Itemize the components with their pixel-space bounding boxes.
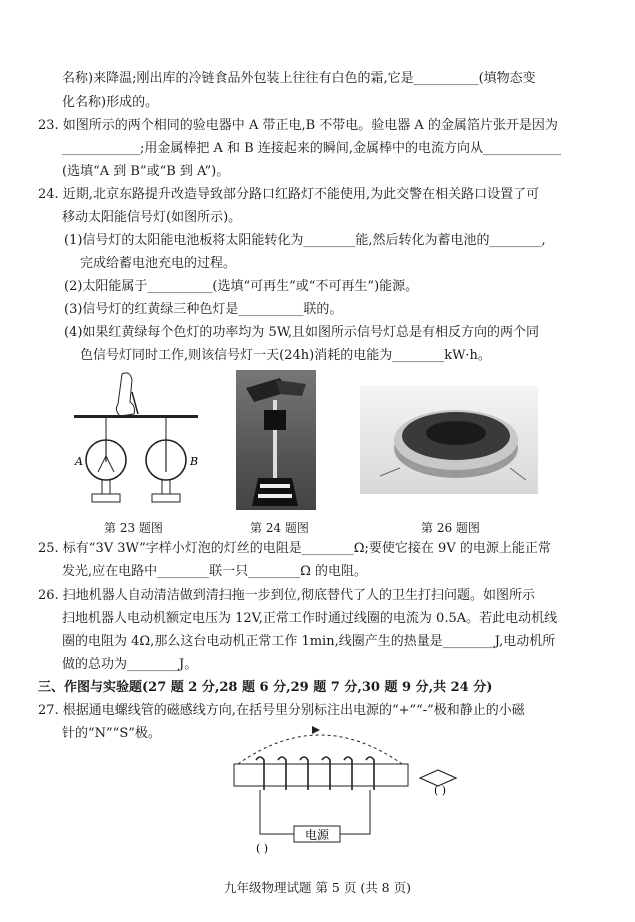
caption-fig24: 第 24 题图: [250, 521, 309, 535]
text-line: (选填“A 到 B”或“B 到 A”)。: [62, 164, 230, 179]
subquestion-1: (1)信号灯的太阳能电池板将太阳能转化为________能,然后转化为蓄电池的________,: [64, 233, 546, 248]
text-line: 针的“N”“S”极。: [62, 726, 161, 741]
subquestion-2: (2)太阳能属于__________(选填“可再生”或“不可再生”)能源。: [64, 279, 419, 294]
page-footer: 九年级物理试题 第 5 页 (共 8 页): [223, 880, 411, 895]
paren-bottom: ( ): [256, 842, 269, 855]
text-line: 色信号灯同时工作,则该信号灯一天(24h)消耗的电能为________kW·h。: [80, 348, 491, 363]
field-arrow: [312, 726, 320, 734]
text-line: 发光,应在电路中________联一只________Ω 的电阻。: [62, 564, 368, 579]
text-line: 化名称)形成的。: [62, 95, 159, 110]
label-a: A: [75, 455, 83, 468]
question-24: 24. 近期,北京东路提升改造导致部分路口红路灯不能使用,为此交警在相关路口设置了可: [38, 187, 540, 202]
question-23: 23. 如图所示的两个相同的验电器中 A 带正电,B 不带电。验电器 A 的金属箔片张开是因为: [38, 118, 558, 133]
power-source-label: 电源: [304, 828, 330, 842]
label-b: B: [190, 455, 199, 468]
question-27: 27. 根据通电螺线管的磁感线方向,在括号里分别标注出电源的“+”“-”极和静止的小磁: [38, 703, 525, 718]
caption-fig23: 第 23 题图: [104, 521, 163, 535]
paren-right: ( ): [434, 784, 447, 797]
text-line: 做的总功为________J。: [62, 657, 198, 672]
robot-vacuum-photo: [360, 386, 538, 494]
text-line: 名称)来降温;刚出库的冷链食品外包装上往往有白色的霜,它是__________(填物态变: [62, 71, 536, 86]
solenoid-circuit-figure: [220, 716, 490, 856]
traffic-light-photo: [236, 370, 316, 510]
text-line: ____________;用金属棒把 A 和 B 连接起来的瞬间,金属棒中的电流方向从____________: [62, 141, 561, 156]
caption-fig26: 第 26 题图: [421, 521, 480, 535]
subquestion-3: (3)信号灯的红黄绿三种色灯是__________联的。: [64, 302, 343, 317]
electroscope-figure: [66, 368, 206, 516]
text-line: 移动太阳能信号灯(如图所示)。: [62, 210, 242, 225]
section-heading: 三、作图与实验题(27 题 2 分,28 题 6 分,29 题 7 分,30 题 9 分,共 24 分): [38, 680, 493, 695]
question-26: 26. 扫地机器人自动清洁做到清扫拖一步到位,彻底替代了人的卫生打扫问题。如图所示: [38, 588, 535, 603]
question-25: 25. 标有“3V 3W”字样小灯泡的灯丝的电阻是________Ω;要使它接在 9V 的电源上能正常: [38, 541, 551, 556]
text-line: 圈的电阻为 4Ω,那么这台电动机正常工作 1min,线圈产生的热量是________J,电动机所: [62, 634, 556, 649]
text-line: 扫地机器人电动机额定电压为 12V,正常工作时通过线圈的电流为 0.5A。若此电动机线: [62, 611, 558, 626]
subquestion-4: (4)如果红黄绿每个色灯的功率均为 5W,且如图所示信号灯总是有相反方向的两个同: [64, 325, 540, 340]
text-line: 完成给蓄电池充电的过程。: [80, 256, 237, 271]
